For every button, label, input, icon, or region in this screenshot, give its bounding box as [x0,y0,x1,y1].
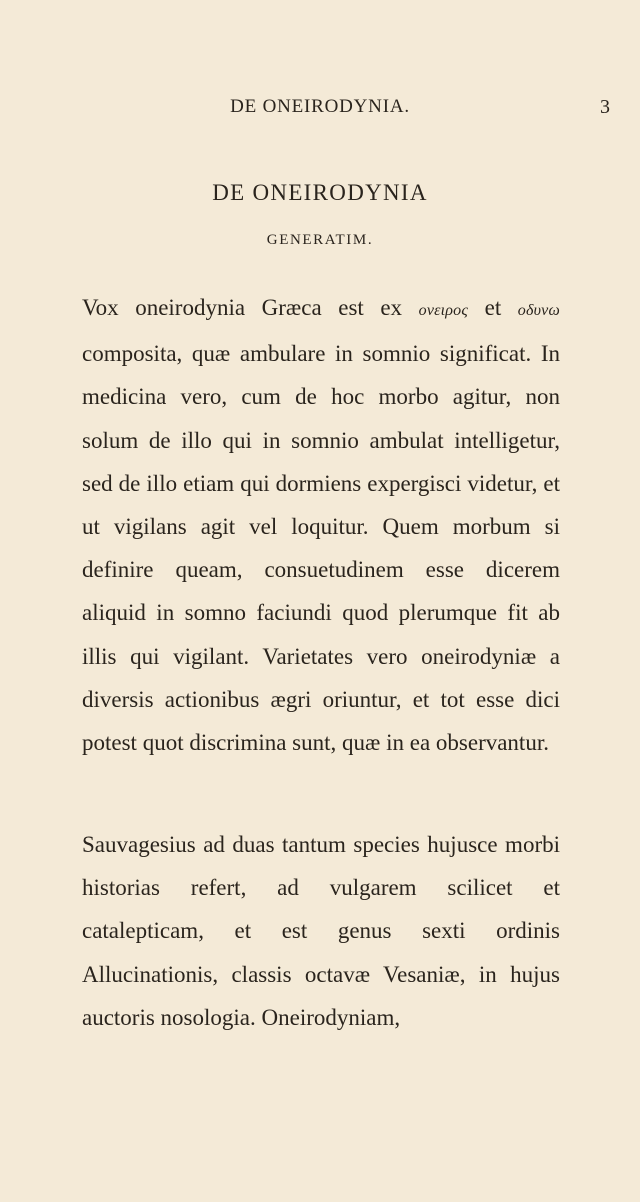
paragraph-two [82,823,560,1039]
chapter-subtitle: GENERATIM. [266,232,374,248]
running-title: DE ONEIRODYNIA. [230,96,410,117]
paragraph-two-text: Sauvagesius ad duas tantum species hujusce morbi historias refert, ad vulgarem scilicet et catalepticam, et est genus sexti ordinis Allucinationis, classis octavæ Vesaniæ, in hujus auctoris nosologia. Oneirodyniam, [82,832,560,1030]
greek-word-odyno: οδυνω [517,302,560,319]
running-header [0,96,640,122]
paragraph-one-continuation: composita, quæ ambulare in somnio significat. In medicina vero, cum de hoc morbo agitur, non solum de illo qui in somnio ambulat intelligetur, sed de illo etiam qui dormiens expergisci videtur, et ut vigilans agit vel loquitur. Quem morbum si definire queam, consuetudinem esse dicerem aliquid in somno faciundi quod plerumque fit ab illis qui vigilant. Varietates vero oneirodyniæ a diversis actionibus ægri oriuntur, et tot esse dici potest quot discrimina sunt, quæ in ea observantur. [82,341,560,756]
paragraph-one [82,286,560,764]
page-number: 3 [600,96,610,118]
paragraph-one-text [82,286,560,764]
paragraph-one-connector: et [468,295,518,320]
greek-word-oneiros: ονειρος [418,302,469,319]
chapter-title: DE ONEIRODYNIA [212,180,428,205]
paragraph-one-opening: Vox oneirodynia Græca est ex [82,295,419,320]
